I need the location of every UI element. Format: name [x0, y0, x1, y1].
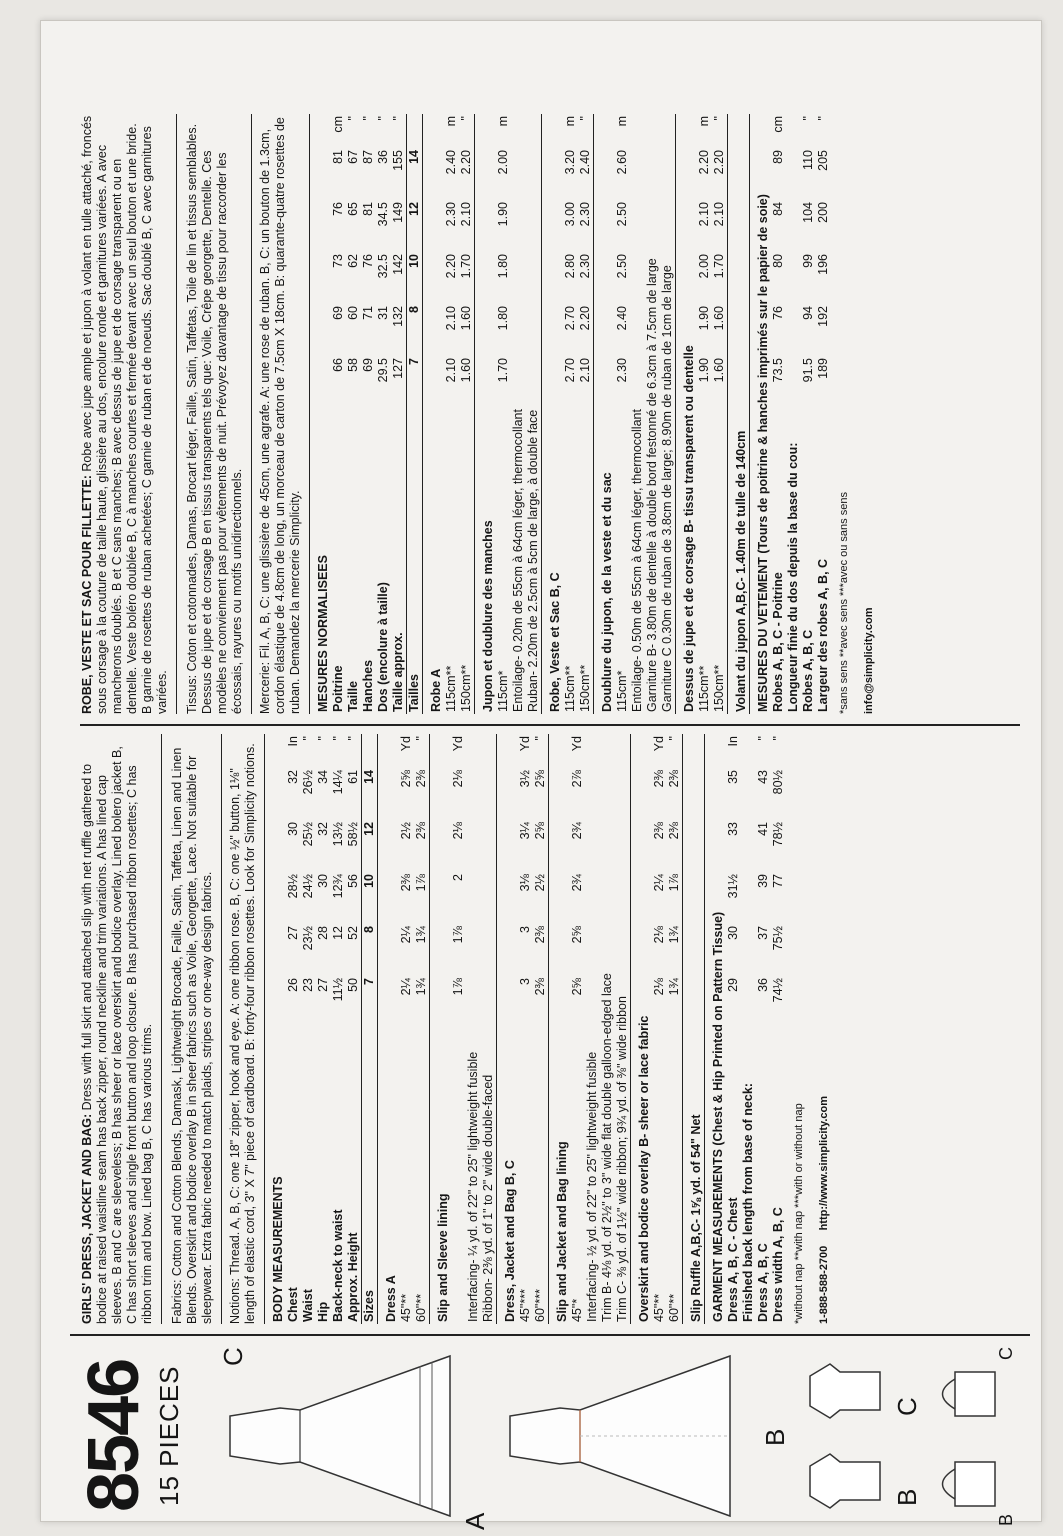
- note-row: Interfacing- ¼ yd. of 22" to 25" lightweight fusible: [466, 1051, 480, 1322]
- table-row: Dress width A, B, C 74½ 75½ 77 78½ 80½ ": [771, 736, 785, 1322]
- fr-sizes-row: Tailles 7 8 10 12 14: [407, 114, 423, 714]
- note-row: Entoilage- 0.20m de 55cm à 64cm léger, thermocollant: [511, 409, 525, 712]
- view-label-a: A: [460, 1512, 490, 1530]
- table-row: Largeur des robes A, B, C 189 192 196 200 205 ": [816, 116, 830, 712]
- fr-slip-ruffle: Volant du jupon A,B,C- 1.40m de tulle de 140cm: [728, 114, 750, 714]
- jacket-c-illustration: [800, 1356, 890, 1426]
- fr-footnote: *sans sens **avec sens ***avec ou sans sens: [838, 492, 850, 714]
- table-row: Robes A, B, C 91.5 94 99 104 110 ": [801, 116, 815, 712]
- note-row: Ribbon- 2⅜ yd. of 1" to 2" wide double-faced: [481, 1074, 495, 1322]
- french-column: [80, 114, 877, 714]
- dress-b-illustration: [500, 1346, 750, 1526]
- note-row: Garniture C 0.30m de ruban de 3.8cm de large; 8.90m de ruban de 1cm de large: [660, 265, 674, 712]
- view-label-bag-b: B: [996, 1513, 1016, 1526]
- bag-b-illustration: [930, 1454, 1000, 1514]
- table-row: 60"** 1¾ 1¾ 1⅞ 2⅜ 2⅜ ": [414, 736, 428, 1322]
- view-label-jacket-c: C: [892, 1397, 922, 1416]
- table-row: Dos (encolure à taille) 29.5 31 32.5 34.5 36 ": [376, 116, 390, 712]
- fr-description: ROBE, VESTE ET SAC POUR FILLETTE: Robe avec jupe ample et jupon à volant en tulle attaché, froncés sous corsage à la couture de taille haute, glissière au dos, encolure ronde et garnitures variées. A avec mancherons doublés. B et C sans manches; B avec dessus de jupe et de corsage transparent ou en dentelle. Veste boléro doublée B, C à manches courtes et fermée devant avec un seul bouton et une bride. B garnie de rosettes de ruban achetées; C garnie de ruban et de noeuds. Sac doublé B, C avec garnitures variées.: [80, 114, 177, 714]
- table-row: Taille 58 60 62 65 67 ": [346, 116, 360, 712]
- table-row: 150cm** 2.10 2.20 2.30 2.30 2.40 ": [578, 116, 592, 712]
- english-column: [80, 734, 832, 1324]
- en-section-title: Slip and Jacket and Bag lining: [549, 734, 571, 1324]
- view-label-b: B: [760, 1428, 790, 1446]
- jacket-b-illustration: [800, 1446, 890, 1516]
- table-row: 60"** 1¾ 1¾ 1⅞ 2⅜ 2⅜ ": [667, 736, 681, 1322]
- table-row: Approx. Height 50 52 56 58½ 61 ": [346, 736, 360, 1322]
- table-row: 45"* 2⅝ 2⅝ 2¾ 2¾ 2⅞ Yd: [570, 736, 584, 1322]
- table-row: 115cm* 1.70 1.80 1.80 1.90 2.00 m: [496, 116, 510, 712]
- table-row: Dress A, B, C - Chest 29 30 31½ 33 35 In: [726, 736, 740, 1322]
- table-row: 45"** 2⅛ 2⅛ 2¼ 2⅜ 2⅜ Yd: [652, 736, 666, 1322]
- fr-section-title: Doublure du jupon, de la veste et du sac: [594, 114, 616, 714]
- fr-section-title: Robe, Veste et Sac B, C: [542, 114, 564, 714]
- pattern-pieces: 15 PIECES: [154, 1365, 184, 1506]
- note-row: Trim C- ⅜ yd. of 1½" wide ribbon; 9¾ yd. of ⅜" wide ribbon: [615, 996, 629, 1322]
- table-row: Dress A, B, C 36 37 39 41 43 ": [756, 736, 770, 1322]
- en-section-title: Dress A: [378, 734, 400, 1324]
- fr-section-title: Dessus de jupe et de corsage B- tissu transparent ou dentelle: [676, 114, 698, 714]
- view-label-jacket-b: B: [892, 1488, 922, 1506]
- table-row: Waist 23 23½ 24½ 25½ 26½ ": [301, 736, 315, 1322]
- fr-fabrics: Tissus: Coton et cotonnades, Damas, Brocart léger, Faille, Satin, Taffetas, Toile de lin et tissus semblables. Dessus de jupe et de corsage B en tissus transparents tels que: Voile, Crêpe georgette, Dentelle. Ces modèles ne conviennent pas pour vêtements de nuit. Prévoyez davantage de tissu pour raccorder les écossais, rayures ou motifs unidirectionnels.: [185, 114, 252, 714]
- en-section-title: Overskirt and bodice overlay B- sheer or lace fabric: [631, 734, 653, 1324]
- table-row: 150cm** 1.60 1.60 1.70 2.10 2.20 ": [459, 116, 473, 712]
- table-row: Robes A, B, C - Poitrine 73.5 76 80 84 89 cm: [771, 116, 785, 712]
- table-row: 45"*** 3 3 3⅛ 3¼ 3½ Yd: [518, 736, 532, 1322]
- view-label-bag-c: C: [996, 1347, 1016, 1360]
- footer-phone: 1-888-588-2700: [818, 1245, 830, 1324]
- en-footnote: *without nap **with nap ***with or without nap: [793, 1103, 805, 1324]
- table-row: Chest 26 27 28½ 30 32 In: [286, 736, 300, 1322]
- table-row: 150cm** 1.60 1.60 1.70 2.10 2.20 ": [712, 116, 726, 712]
- views-strip: [70, 1334, 1030, 1536]
- note-row: Garniture B- 3.80m de dentelle à double bord festonné de 6.3cm à 7.5cm de large: [645, 258, 659, 712]
- fr-notions: Mercerie: Fil. A, B, C: une glissière de 45cm, une agrafe. A: une rose de ruban. B, C: un bouton de 1.3cm, cordon élastique de 4.8cm de long, un morceau de carton de 7.5cm X 18cm. B: quarante-quatre rosettes de ruban. Demandez la mercerie Simplicity.: [258, 114, 310, 714]
- en-sizes-row: Sizes 7 8 10 12 14: [362, 734, 378, 1324]
- fr-garment-title: MESURES DU VETEMENT (Tours de poitrine & hanches imprimés sur le papier de soie): [750, 114, 772, 714]
- note-row: Trim B- 4⅛ yd. of 2½" to 3" wide flat double galloon-edged lace: [600, 973, 614, 1322]
- dress-a-c-illustration: [220, 1346, 470, 1526]
- fr-section-title: Robe A: [423, 114, 445, 714]
- en-slip-ruffle: Slip Ruffle A,B,C- 1⅝ yd. of 54" Net: [683, 734, 705, 1324]
- table-row: Finished back length from base of neck:: [741, 1083, 755, 1322]
- table-row: Longueur finie du dos depuis la base du cou:: [786, 442, 800, 712]
- pattern-back-rotated: [70, 96, 1030, 1536]
- fr-body-title: MESURES NORMALISEES: [316, 555, 330, 712]
- view-label-c: C: [218, 1347, 248, 1366]
- table-row: 115cm** 1.90 1.90 2.00 2.10 2.20 m: [697, 116, 711, 712]
- en-fabrics: Fabrics: Cotton and Cotton Blends, Damask, Lightweight Brocade, Faille, Satin, Taffeta, Linen and Linen Blends. Overskirt and bodice overlay B in sheer fabrics such as Voile, Georgette, Lace. Not suitable for sleepwear. Extra fabric needed to match plaids, stripes or one-way design fabrics.: [170, 734, 222, 1324]
- table-row: Taille approx. 127 132 142 149 155 ": [391, 116, 405, 712]
- table-row: 45"** 2¼ 2¼ 2⅜ 2½ 2⅝ Yd: [399, 736, 413, 1322]
- en-body-title: BODY MEASUREMENTS: [271, 1176, 285, 1322]
- table-row: 1⅞ 1⅞ 2 2⅛ 2⅛ Yd: [451, 736, 465, 996]
- table-row: 115cm* 2.30 2.40 2.50 2.50 2.60 m: [615, 116, 629, 712]
- footer-website: http://www.simplicity.com: [818, 1095, 830, 1231]
- en-measurements-table: [271, 734, 786, 1324]
- fr-section-title: Jupon et doublure des manches: [475, 114, 497, 714]
- table-row: Back-neck to waist 11½ 12 12¾ 13½ 14¼ ": [331, 736, 345, 1322]
- table-row: 60"*** 2⅜ 2⅜ 2½ 2⅝ 2⅝ ": [533, 736, 547, 1322]
- footer-email: info@simplicity.com: [863, 607, 875, 714]
- table-row: Hanches 69 71 76 81 87 ": [361, 116, 375, 712]
- en-garment-title: GARMENT MEASUREMENTS (Chest & Hip Printed on Pattern Tissue): [705, 734, 727, 1324]
- table-row: Hip 27 28 30 32 34 ": [316, 736, 330, 1322]
- en-section-title: Slip and Sleeve lining: [430, 734, 452, 1324]
- table-row: 115cm** 2.10 2.10 2.20 2.30 2.40 m: [444, 116, 458, 712]
- pattern-number: 8546: [74, 1359, 154, 1512]
- column-divider: [80, 724, 1020, 726]
- footer-contact: [817, 734, 832, 1324]
- en-description: GIRLS' DRESS, JACKET AND BAG: Dress with full skirt and attached slip with net ruffle gathered to bodice at raised waistline seam has back zipper, round neckline and trim variations. A has lined cap sleeves. B and C are sleeveless; B has sheer or lace overskirt and bodice overlay. Lined bolero jacket B, C has short sleeves and single front button and loop closure. B has purchased ribbon rosettes; C has ribbon trim and bow. Lined bag B, C has various trims.: [80, 734, 162, 1324]
- en-notions: Notions: Thread. A, B, C: one 18" zipper, hook and eye. A: one ribbon rose. B, C: one ½" button, 1⅛" length of elastic cord, 3" X 7" piece of cardboard. B: forty-four ribbon rosettes. Look for Simplicity notions.: [228, 734, 265, 1324]
- table-row: 115cm** 2.70 2.70 2.80 3.00 3.20 m: [563, 116, 577, 712]
- note-row: Interfacing- ½ yd. of 22" to 25" lightweight fusible: [585, 1051, 599, 1322]
- en-section-title: Dress, Jacket and Bag B, C: [497, 734, 519, 1324]
- note-row: Ruban- 2.20m de 2.5cm à 5cm de large, à double face: [526, 409, 540, 712]
- fr-measurements-table: [316, 114, 831, 714]
- bag-c-illustration: [930, 1364, 1000, 1424]
- table-row: Poitrine 66 69 73 76 81 cm: [331, 116, 345, 712]
- note-row: Entoilage- 0.50m de 55cm à 64cm léger, thermocollant: [630, 409, 644, 712]
